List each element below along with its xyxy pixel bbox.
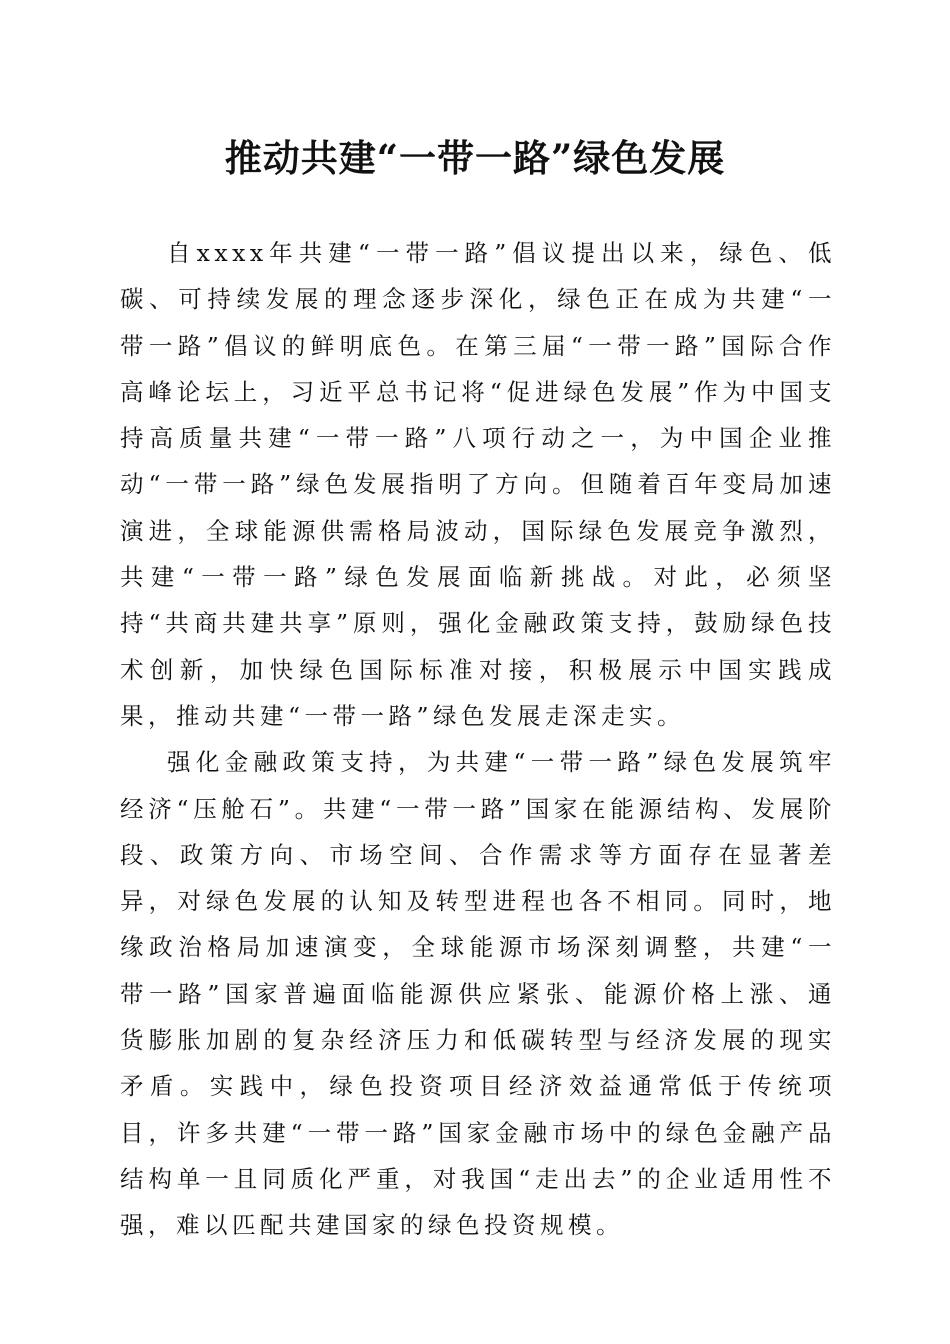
paragraph-intro: 自xxxx年共建“一带一路”倡议提出以来，绿色、低碳、可持续发展的理念逐步深化，绿色正在成为共建“一带一路”倡议的鲜明底色。在第三届“一带一路”国际合作高峰论坛上，习近平总书记将“促进绿色发展”作为中国支持高质量共建“一带一路”八项行动之一，为中国企业推动“一带一路”绿色发展指明了方向。但随着百年变局加速演进，全球能源供需格局波动，国际绿色发展竞争激烈，共建“一带一路”绿色发展面临新挑战。对此，必须坚持“共商共建共享”原则，强化金融政策支持，鼓励绿色技术创新，加快绿色国际标准对接，积极展示中国实践成果，推动共建“一带一路”绿色发展走深走实。 xyxy=(120,239,836,730)
document-title: 推动共建“一带一路”绿色发展 xyxy=(224,136,726,180)
paragraph-finance-policy: 强化金融政策支持，为共建“一带一路”绿色发展筑牢经济“压舱石”。共建“一带一路”国家在能源结构、发展阶段、政策方向、市场空间、合作需求等方面存在显著差异，对绿色发展的认知及转型进程也各不相同。同时，地缘政治格局加速演变，全球能源市场深刻调整，共建“一带一路”国家普遍面临能源供应紧张、能源价格上涨、通货膨胀加剧的复杂经济压力和低碳转型与经济发展的现实矛盾。实践中，绿色投资项目经济效益通常低于传统项目，许多共建“一带一路”国家金融市场中的绿色金融产品结构单一且同质化严重，对我国“走出去”的企业适用性不强，难以匹配共建国家的绿色投资规模。 xyxy=(120,748,836,1240)
document-body xyxy=(120,230,836,1249)
